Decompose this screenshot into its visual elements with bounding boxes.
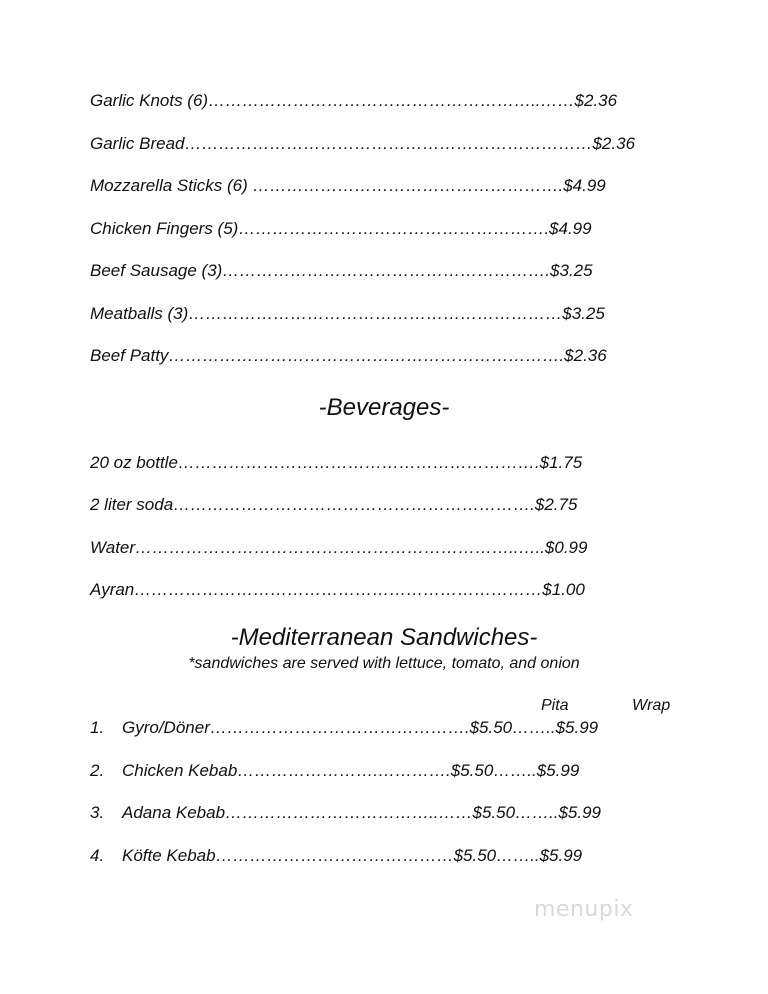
menu-item-meatballs: Meatballs (3)…………………………………………………………$3.25 (90, 304, 605, 323)
menu-item-garlic-knots: Garlic Knots (6)…………………………………………………..……$2.36 (90, 91, 618, 110)
item-text: Gyro/Döner……………………………………….$5.50……..$5.99 (122, 718, 599, 737)
menu-item-20oz-bottle: 20 oz bottle……………………………………………………….$1.75 (90, 453, 583, 472)
menu-item-adana-kebab (90, 803, 601, 823)
section-heading-sandwiches: -Mediterranean Sandwiches- (230, 624, 538, 651)
item-text: Adana Kebab………………………………..……$5.50……..$5.99 (122, 803, 602, 822)
column-header-pita: Pita (541, 697, 569, 714)
menu-item-beef-patty: Beef Patty…………………………………………………………….$2.36 (90, 346, 607, 365)
item-number: 1. (90, 718, 105, 737)
item-number: 3. (90, 803, 105, 822)
menu-item-mozzarella-sticks: Mozzarella Sticks (6) ……………………………………………….$4.99 (90, 176, 606, 195)
column-header-wrap: Wrap (632, 697, 671, 714)
menu-item-beef-sausage: Beef Sausage (3)………………………………………………….$3.25 (90, 261, 593, 280)
menu-item-2-liter-soda: 2 liter soda……………………………………………………….$2.75 (90, 495, 578, 514)
menu-item-ayran: Ayran………………………………………………………………$1.00 (90, 580, 585, 599)
menu-item-gyro-doner (90, 718, 598, 738)
item-text: Chicken Kebab…………………….………….$5.50……..$5.99 (122, 761, 580, 780)
section-heading-beverages: -Beverages- (318, 394, 450, 421)
menu-item-garlic-bread: Garlic Bread………………………………………………………………$2.36 (90, 134, 636, 153)
sandwiches-note: *sandwiches are served with lettuce, tomato, and onion (188, 655, 580, 672)
menu-item-water: Water…………………………………………………………..…..$0.99 (90, 538, 588, 557)
menu-item-chicken-fingers: Chicken Fingers (5)……………………………………………….$4.99 (90, 219, 592, 238)
menu-item-chicken-kebab (90, 761, 579, 781)
menu-item-kofte-kebab (90, 846, 582, 866)
item-text: Köfte Kebab……………………………………$5.50……..$5.99 (122, 846, 583, 865)
watermark-logo: menupix (534, 897, 634, 922)
item-number: 4. (90, 846, 105, 865)
item-number: 2. (90, 761, 105, 780)
